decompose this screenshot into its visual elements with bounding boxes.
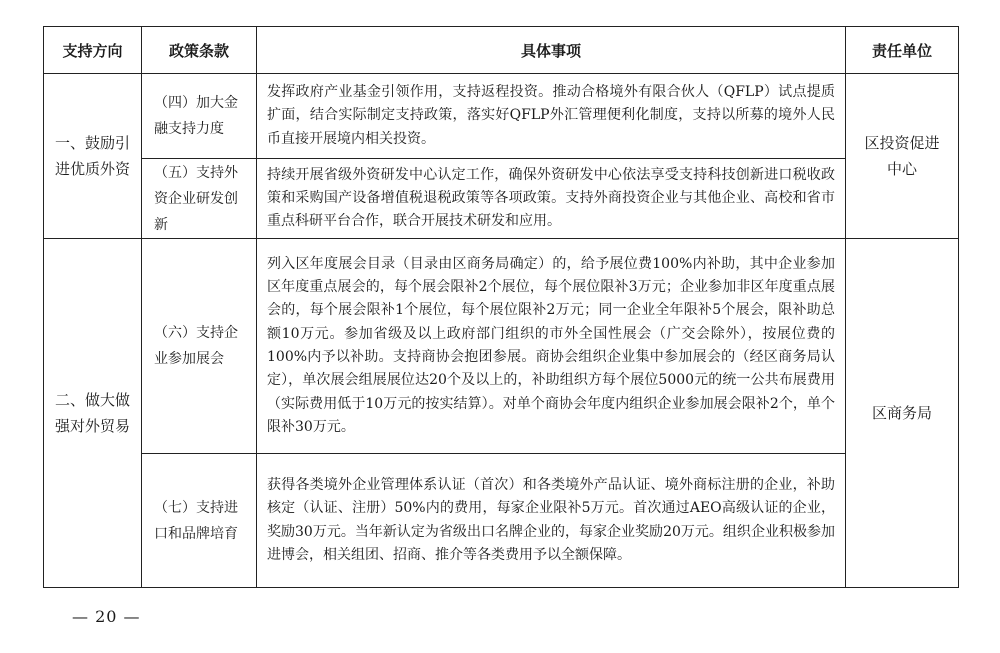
table-header-row bbox=[44, 27, 959, 74]
direction-cell: 一、鼓励引进优质外资 bbox=[44, 74, 142, 239]
header-clause: 政策条款 bbox=[142, 27, 257, 74]
unit-cell: 区商务局 bbox=[846, 239, 959, 588]
table-row bbox=[44, 74, 959, 159]
header-unit: 责任单位 bbox=[846, 27, 959, 74]
detail-cell: 获得各类境外企业管理体系认证（首次）和各类境外产品认证、境外商标注册的企业，补助核定（认证、注册）50%内的费用，每家企业限补5万元。首次通过AEO高级认证的企业，奖励30万元。当年新认定为省级出口名牌企业的，每家企业奖励20万元。组织企业积极参加进博会，相关组团、招商、推介等各类费用予以全额保障。 bbox=[257, 454, 846, 588]
detail-cell: 列入区年度展会目录（目录由区商务局确定）的，给予展位费100%内补助，其中企业参加区年度重点展会的，每个展会限补2个展位，每个展位限补3万元；企业参加非区年度重点展会的，每个展会限补1个展位，每个展位限补2万元；同一企业全年限补5个展会，限补助总额10万元。参加省级及以上政府部门组织的市外全国性展会（广交会除外），按展位费的100%内予以补助。支持商协会抱团参展。商协会组织企业集中参加展会的（经区商务局认定），单次展会组展展位达20个及以上的，补助组织方每个展位5000元的统一公共布展费用（实际费用低于10万元的按实结算）。对单个商协会年度内组织企业参加展会限补2个，单个限补30万元。 bbox=[257, 239, 846, 454]
unit-cell: 区投资促进中心 bbox=[846, 74, 959, 239]
detail-cell: 持续开展省级外资研发中心认定工作，确保外资研发中心依法享受支持科技创新进口税收政策和采购国产设备增值税退税政策等各项政策。支持外商投资企业与其他企业、高校和省市重点科研平台合作，联合开展技术研发和应用。 bbox=[257, 159, 846, 239]
header-detail: 具体事项 bbox=[257, 27, 846, 74]
direction-cell: 二、做大做强对外贸易 bbox=[44, 239, 142, 588]
clause-cell: （六）支持企业参加展会 bbox=[142, 239, 257, 454]
policy-table bbox=[43, 26, 959, 588]
detail-cell: 发挥政府产业基金引领作用，支持返程投资。推动合格境外有限合伙人（QFLP）试点提质扩面，结合实际制定支持政策，落实好QFLP外汇管理便利化制度，支持以所募的境外人民币直接开展境内相关投资。 bbox=[257, 74, 846, 159]
header-direction: 支持方向 bbox=[44, 27, 142, 74]
clause-cell: （七）支持进口和品牌培育 bbox=[142, 454, 257, 588]
page-number: — 20 — bbox=[72, 607, 141, 626]
table-row bbox=[44, 239, 959, 454]
table-row bbox=[44, 159, 959, 239]
clause-cell: （五）支持外资企业研发创新 bbox=[142, 159, 257, 239]
table-row bbox=[44, 454, 959, 588]
clause-cell: （四）加大金融支持力度 bbox=[142, 74, 257, 159]
